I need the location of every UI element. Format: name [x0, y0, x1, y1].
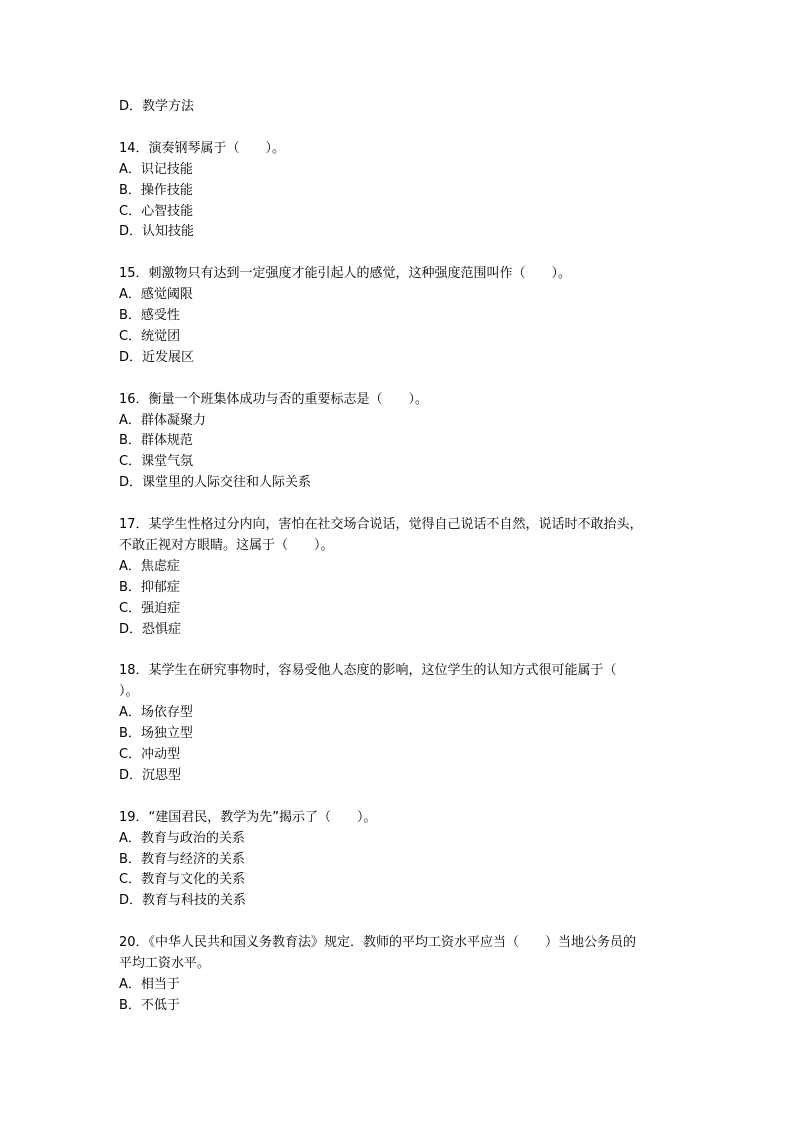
question-19: [119, 808, 689, 913]
option-b: B．教育与经济的关系: [119, 851, 245, 867]
option-b: B．抑郁症: [119, 579, 180, 595]
option-a: A．焦虑症: [119, 558, 180, 574]
spacer: [119, 118, 689, 139]
question-20: [119, 933, 689, 1017]
option-b: B．不低于: [119, 997, 180, 1013]
spacer: [119, 912, 689, 933]
option-d: D．认知技能: [119, 224, 195, 240]
option-d: D．恐惧症: [119, 621, 182, 637]
option-b: B．操作技能: [119, 182, 193, 198]
option-a: A．群体凝聚力: [119, 412, 206, 428]
question-stem-line-2: 平均工资水平。: [119, 956, 211, 972]
option-d-prev: D．教学方法: [119, 99, 195, 114]
option-c: C．统觉团: [119, 328, 181, 344]
spacer: [119, 369, 689, 390]
option-c: C．冲动型: [119, 747, 181, 763]
question-stem-line-1: 17．某学生性格过分内向，害怕在社交场合说话，觉得自己说话不自然，说话时不敢抬头，: [119, 517, 643, 533]
option-a: A．识记技能: [119, 161, 193, 177]
option-d: D．教育与科技的关系: [119, 893, 247, 909]
question-stem-line-2: ）。: [119, 684, 139, 700]
spacer: [119, 787, 689, 808]
option-c: C．教育与文化的关系: [119, 872, 246, 888]
question-stem: 19．“建国君民，教学为先”揭示了（ ）。: [119, 809, 377, 825]
option-b: B．感受性: [119, 308, 180, 324]
option-a: A．感觉阈限: [119, 287, 193, 303]
option-c: C．强迫症: [119, 600, 181, 616]
question-15: [119, 264, 689, 369]
question-stem-line-2: 不敢正视对方眼睛。这属于（ ）。: [119, 537, 334, 553]
question-18: [119, 661, 689, 786]
option-b: B．群体规范: [119, 433, 193, 449]
question-stem: 14．演奏钢琴属于（ ）。: [119, 140, 286, 156]
option-a: A．场依存型: [119, 705, 193, 721]
option-d: D．课堂里的人际交往和人际关系: [119, 475, 312, 491]
question-stem-line-1: 20．《中华人民共和国义务教育法》规定．教师的平均工资水平应当（ ）当地公务员的: [119, 935, 637, 951]
question-stem-line-1: 18．某学生在研究事物时，容易受他人态度的影响，这位学生的认知方式很可能属于（: [119, 663, 617, 679]
question-16: [119, 390, 689, 495]
spacer: [119, 243, 689, 264]
option-a: A．相当于: [119, 976, 180, 992]
question-stem: 16．衡量一个班集体成功与否的重要标志是（ ）。: [119, 391, 429, 407]
exam-page: [119, 97, 689, 1017]
spacer: [119, 641, 689, 662]
question-stem: 15．刺激物只有达到一定强度才能引起人的感觉，这种强度范围叫作（ ）。: [119, 266, 572, 282]
option-d: D．近发展区: [119, 349, 195, 365]
option-c: C．心智技能: [119, 203, 194, 219]
spacer: [119, 494, 689, 515]
question-14: [119, 139, 689, 244]
question-17: [119, 515, 689, 640]
option-d: D．沉思型: [119, 767, 182, 783]
option-a: A．教育与政治的关系: [119, 830, 245, 846]
option-b: B．场独立型: [119, 726, 193, 742]
option-c: C．课堂气氛: [119, 454, 194, 470]
